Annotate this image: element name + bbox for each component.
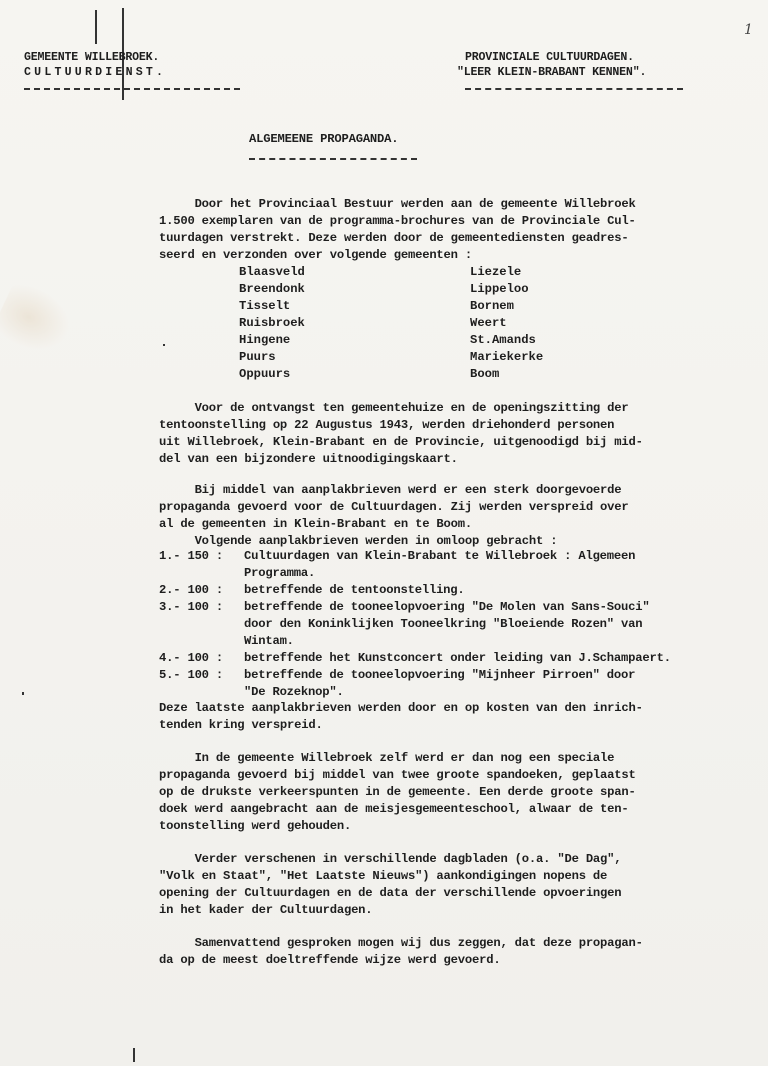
poster-item <box>159 599 759 650</box>
header-left-underline <box>24 88 240 90</box>
paragraph-banners <box>159 750 739 835</box>
text-line: tentoonstelling op 22 Augustus 1943, werden driehonderd personen <box>159 418 615 432</box>
text-line: In de gemeente Willebroek zelf werd er dan nog een speciale <box>159 751 615 765</box>
text-line: doek werd aangebracht aan de meisjesgemeenteschool, alwaar de ten- <box>159 802 629 816</box>
text-line: uit Willebroek, Klein-Brabant en de Provincie, uitgenoodigd bij mid- <box>159 435 643 449</box>
text-line: Voor de ontvangst ten gemeentehuize en de openingszitting der <box>159 401 629 415</box>
paragraph-newspapers <box>159 851 739 919</box>
municipality: Blaasveld <box>239 265 305 279</box>
municipality: Liezele <box>470 265 522 279</box>
poster-count: 3.- 100 : <box>159 600 224 614</box>
header-right-line1: PROVINCIALE CULTUURDAGEN. <box>465 51 634 64</box>
municipality: Oppuurs <box>239 367 291 381</box>
scan-speck <box>163 344 165 346</box>
text-line: seerd en verzonden over volgende gemeenten : <box>159 248 473 262</box>
poster-item <box>159 650 759 667</box>
binding-mark-left <box>95 10 97 44</box>
municipality: Ruisbroek <box>239 316 305 330</box>
poster-description: Wintam. <box>244 634 294 648</box>
header-left-line2: CULTUURDIENST. <box>24 66 167 79</box>
text-line: op de drukste verkeerspunten in de gemeente. Een derde groote span- <box>159 785 636 799</box>
municipality: Boom <box>470 367 500 381</box>
text-line: Door het Provinciaal Bestuur werden aan de gemeente Willebroek <box>159 197 636 211</box>
text-line: 1.500 exemplaren van de programma-brochures van de Provinciale Cul- <box>159 214 636 228</box>
municipality: St.Amands <box>470 333 536 347</box>
text-line: Samenvattend gesproken mogen wij dus zeggen, dat deze propagan- <box>159 936 643 950</box>
text-line: tenden kring verspreid. <box>159 718 323 732</box>
scan-speck <box>133 1048 135 1062</box>
poster-count: 1.- 150 : <box>159 549 224 563</box>
poster-item <box>159 548 759 582</box>
municipality: Breendonk <box>239 282 305 296</box>
text-line: Bij middel van aanplakbrieven werd er een sterk doorgevoerde <box>159 483 622 497</box>
municipality: Puurs <box>239 350 276 364</box>
municipality: Lippeloo <box>470 282 529 296</box>
poster-count: 2.- 100 : <box>159 583 224 597</box>
paragraph-summary <box>159 935 739 969</box>
document-title: ALGEMEENE PROPAGANDA. <box>249 132 399 146</box>
poster-description: "De Rozeknop". <box>244 685 344 699</box>
municipality: Hingene <box>239 333 291 347</box>
poster-item <box>159 582 759 599</box>
poster-item <box>159 667 759 701</box>
text-line: tuurdagen verstrekt. Deze werden door de gemeentediensten geadres- <box>159 231 629 245</box>
header-right-line2: "LEER KLEIN-BRABANT KENNEN". <box>457 66 647 79</box>
poster-description: betreffende het Kunstconcert onder leiding van J.Schampaert. <box>244 651 671 665</box>
poster-description: betreffende de tentoonstelling. <box>244 583 465 597</box>
poster-description: door den Koninklijken Tooneelkring "Bloeiende Rozen" van <box>244 617 643 631</box>
text-line: toonstelling werd gehouden. <box>159 819 352 833</box>
text-line: Deze laatste aanplakbrieven werden door en op kosten van den inrich- <box>159 701 643 715</box>
poster-description: betreffende de tooneelopvoering "Mijnheer Pirroen" door <box>244 668 636 682</box>
text-line: opening der Cultuurdagen en de data der verschillende opvoeringen <box>159 886 622 900</box>
poster-count: 4.- 100 : <box>159 651 224 665</box>
text-line: Verder verschenen in verschillende dagbladen (o.a. "De Dag", <box>159 852 622 866</box>
poster-description: Programma. <box>244 566 316 580</box>
municipality: Mariekerke <box>470 350 544 364</box>
poster-count: 5.- 100 : <box>159 668 224 682</box>
paragraph-reception <box>159 400 739 468</box>
title-underline <box>249 158 417 160</box>
page-number: 1 <box>744 22 753 38</box>
text-line: propaganda gevoerd bij middel van twee groote spandoeken, geplaatst <box>159 768 636 782</box>
paragraph-poster-distribution <box>159 700 739 734</box>
header-left-line1: GEMEENTE WILLEBROEK. <box>24 51 160 64</box>
municipality-column-left <box>239 264 439 383</box>
text-line: in het kader der Cultuurdagen. <box>159 903 373 917</box>
poster-list <box>159 548 759 701</box>
paragraph-intro <box>159 196 739 264</box>
municipality-column-right <box>470 264 670 383</box>
poster-description: betreffende de tooneelopvoering "De Molen van Sans-Souci" <box>244 600 650 614</box>
text-line: "Volk en Staat", "Het Laatste Nieuws") aankondigingen nopens de <box>159 869 608 883</box>
text-line: propaganda gevoerd voor de Cultuurdagen. Zij werden verspreid over <box>159 500 629 514</box>
text-line: da op de meest doeltreffende wijze werd gevoerd. <box>159 953 501 967</box>
paragraph-posters <box>159 482 739 550</box>
text-line: del van een bijzondere uitnoodigingskaart. <box>159 452 458 466</box>
paper-stain <box>0 278 79 362</box>
text-line: Volgende aanplakbrieven werden in omloop gebracht : <box>159 534 558 548</box>
municipality: Weert <box>470 316 507 330</box>
header-right-underline <box>465 88 683 90</box>
scan-speck <box>22 692 24 695</box>
poster-description: Cultuurdagen van Klein-Brabant te Willebroek : Algemeen <box>244 549 636 563</box>
municipality: Tisselt <box>239 299 291 313</box>
municipality: Bornem <box>470 299 514 313</box>
text-line: al de gemeenten in Klein-Brabant en te Boom. <box>159 517 473 531</box>
